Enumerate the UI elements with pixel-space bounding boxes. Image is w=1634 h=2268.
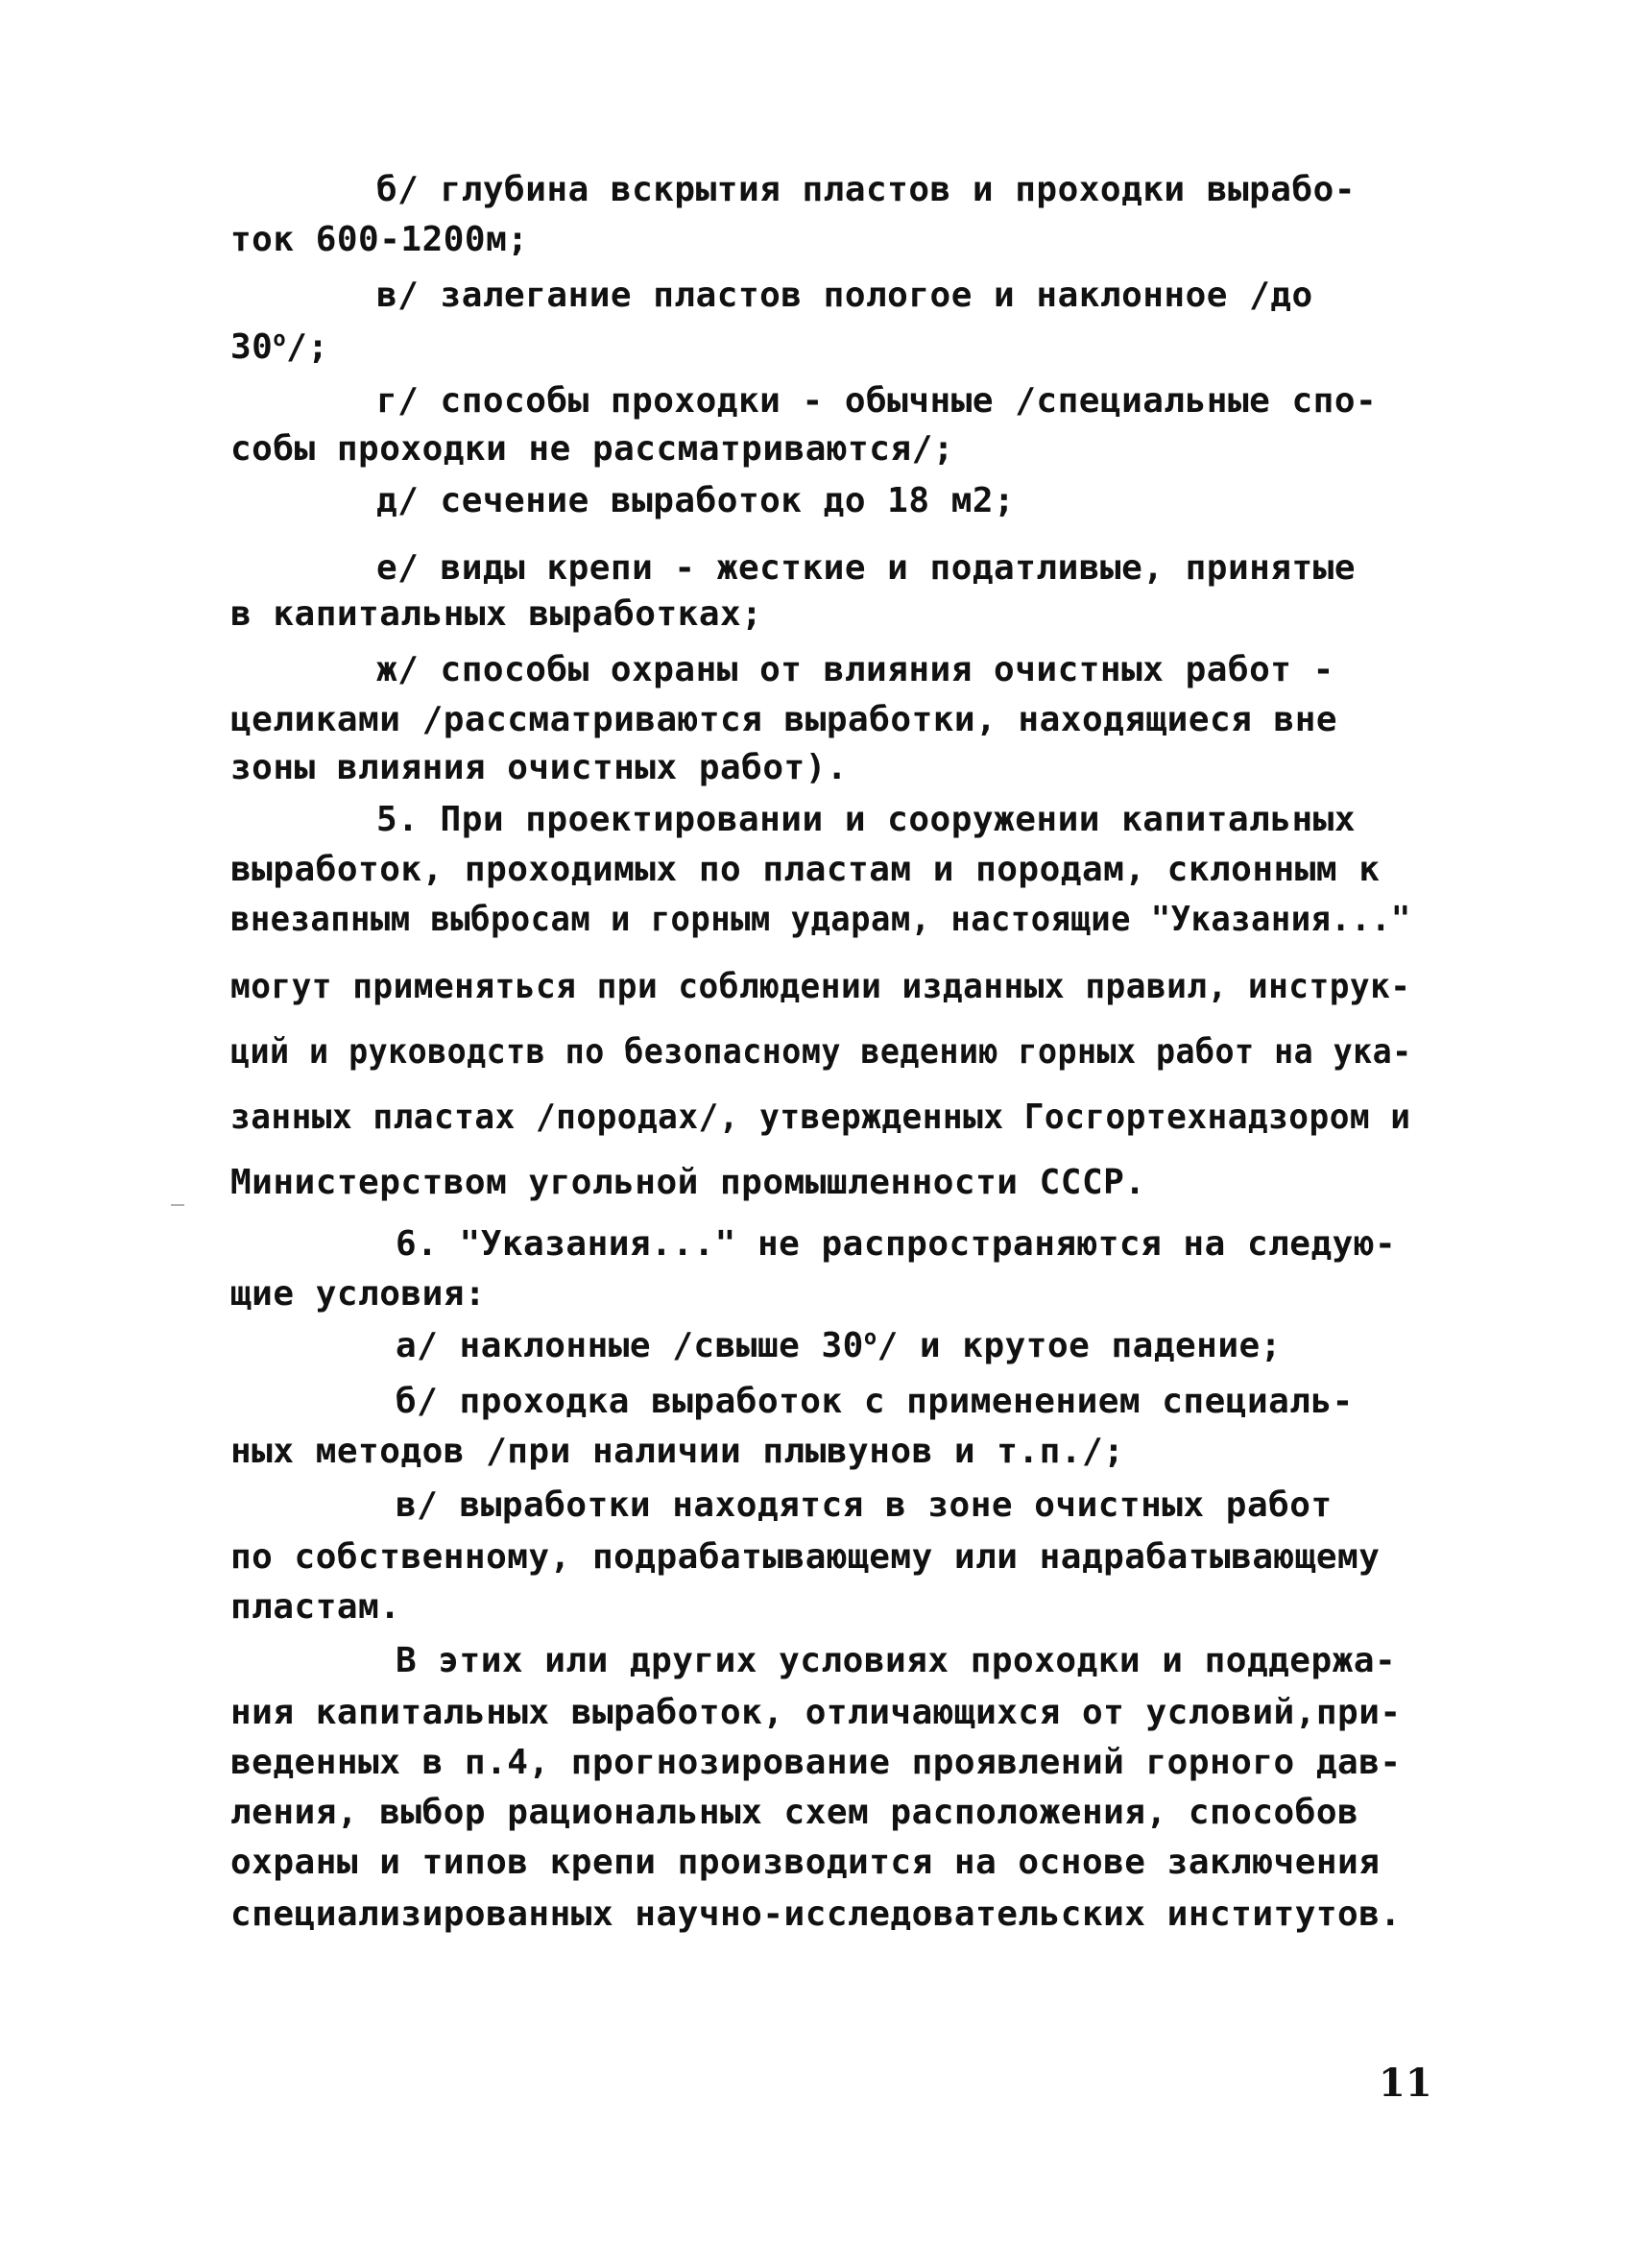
text-line: щие условия: (230, 1274, 487, 1314)
text-line: внезапным выбросам и горным ударам, настоящие "Указания..." (230, 900, 1411, 939)
text-line: 6. "Указания..." не распространяются на следую- (396, 1224, 1397, 1264)
text-line: могут применяться при соблюдении изданных правил, инструк- (230, 967, 1411, 1006)
text-line: ций и руководств по безопасному ведению горных работ на ука- (230, 1032, 1412, 1072)
text-line: по собственному, подрабатывающему или надрабатывающему (230, 1537, 1381, 1577)
text-line: В этих или других условиях проходки и поддержа- (396, 1641, 1397, 1680)
text-line-with-degree (230, 326, 328, 369)
text-line: е/ виды крепи - жесткие и податливые, принятые (376, 548, 1356, 588)
text-line: в/ залегание пластов пологое и наклонное /до (376, 276, 1313, 315)
text-line: зоны влияния очистных работ). (230, 748, 849, 787)
margin-mark (171, 1204, 184, 1206)
text-line: ных методов /при наличии плывунов и т.п./; (230, 1432, 1125, 1471)
text-line: г/ способы проходки - обычные /специальные спо- (376, 381, 1378, 421)
text-fragment: /; (286, 327, 329, 367)
text-line: собы проходки не рассматриваются/; (230, 429, 954, 469)
text-line: ток 600-1200м; (230, 220, 529, 259)
text-line: ления, выбор рациональных схем расположения, способов (230, 1793, 1359, 1832)
text-line: в/ выработки находятся в зоне очистных работ (396, 1485, 1333, 1525)
text-line: пластам. (230, 1587, 401, 1627)
text-line: ж/ способы охраны от влияния очистных работ - (376, 650, 1334, 689)
text-fragment: / и крутое падение; (877, 1326, 1282, 1365)
text-line: Министерством угольной промышленности СССР. (230, 1163, 1146, 1202)
text-fragment: 30 (230, 327, 274, 367)
text-line: ния капитальных выработок, отличающихся от условий,при- (230, 1693, 1402, 1732)
text-line: в капитальных выработках; (230, 594, 763, 634)
text-line: д/ сечение выработок до 18 м2; (376, 481, 1016, 520)
text-line: 5. При проектировании и сооружении капитальных (376, 800, 1356, 839)
degree-superscript: o (273, 327, 287, 351)
text-line: целиками /рассматриваются выработки, находящиеся вне (230, 700, 1338, 739)
text-line: выработок, проходимых по пластам и породам, склонным к (230, 850, 1381, 889)
text-line: охраны и типов крепи производится на основе заключения (230, 1843, 1381, 1882)
text-line: б/ проходка выработок с применением специаль- (396, 1382, 1354, 1421)
text-line-with-degree (396, 1325, 1282, 1367)
text-fragment: а/ наклонные /свыше 30 (396, 1326, 864, 1365)
page-number: 11 (1379, 2061, 1432, 2106)
text-line: занных пластах /породах/, утвержденных Госгортехнадзором и (230, 1098, 1411, 1137)
text-line: веденных в п.4, прогнозирование проявлений горного дав- (230, 1743, 1402, 1782)
degree-superscript: o (863, 1326, 877, 1350)
text-line: специализированных научно-исследовательских институтов. (230, 1894, 1402, 1934)
text-line: б/ глубина вскрытия пластов и проходки вырабо- (376, 170, 1356, 209)
